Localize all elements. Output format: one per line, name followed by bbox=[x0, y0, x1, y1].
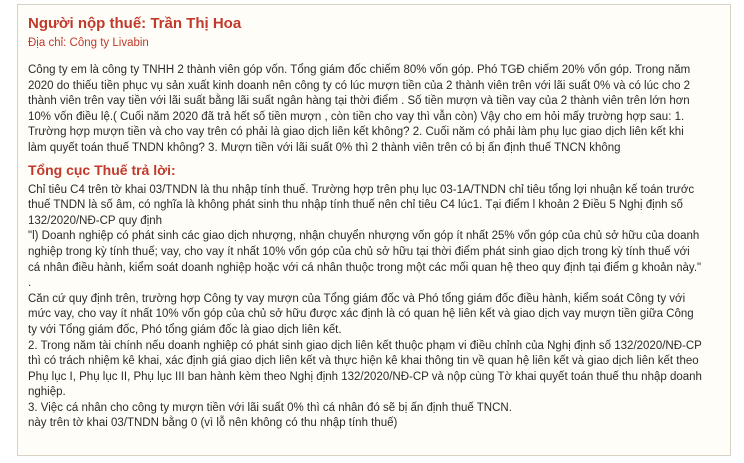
answer-line: nghiệp. bbox=[28, 386, 66, 399]
question-line: Công ty em là công ty TNHH 2 thành viên góp vốn. Tổng giám đốc chiếm 80% vốn góp. Phó TGĐ chiếm 20% vốn góp. Trong năm bbox=[28, 64, 691, 76]
answer-title: Tổng cục Thuế trả lời: bbox=[28, 161, 176, 178]
answer-line: này trên tờ khai 03/TNDN bằng 0 (vì lỗ nên không có thu nhập tính thuế) bbox=[28, 417, 398, 430]
question-body bbox=[28, 63, 720, 157]
answer-line: cá nhân điều hành, kiểm soát doanh nghiệp hoặc với cá nhân thuộc trong một các mối quan hệ theo quy định tại điểm g khoản này." bbox=[28, 261, 702, 274]
answer-line: mức vay, cho vay ít nhất 10% vốn góp của chủ sở hữu được xác định là có quan hệ liên kết và giao dịch vay mượn tiền giữa Công bbox=[28, 308, 694, 321]
answer-line: 2. Trong năm tài chính nếu doanh nghiệp có phát sinh giao dịch liên kết thuộc phạm vi điều chỉnh của Nghị định số 132/2020/NĐ-CP bbox=[28, 339, 702, 352]
answer-line: thì có trách nhiệm kê khai, xác định giá giao dịch liên kết và thực hiện kê khai thông tin về quan hệ liên kết và giao dịch liên kết theo bbox=[28, 355, 699, 368]
question-line: 10% vốn điều lệ.( Cuối năm 2020 đã trả hết số tiền mượn , còn tiền cho vay thì vẫn còn) Vậy cho em hỏi mấy trường hợp sau: 1. bbox=[28, 110, 685, 123]
qa-card bbox=[17, 4, 731, 456]
answer-line: ty với Tổng giám đốc, Phó tổng giám đốc là giao dịch liên kết. bbox=[28, 323, 342, 336]
answer-line: Căn cứ quy định trên, trường hợp Công ty vay mượn của Tổng giám đốc và Phó tổng giám đốc điều hành, kiểm soát Công ty với bbox=[28, 292, 686, 305]
answer-body bbox=[28, 183, 720, 433]
asker-name: Người nộp thuế: Trần Thị Hoa bbox=[28, 15, 242, 32]
answer-line: "l) Doanh nghiệp có phát sinh các giao dịch nhượng, nhận chuyển nhượng vốn góp ít nhất 25% vốn góp của chủ sở hữu của doanh bbox=[28, 230, 700, 243]
answer-line: 3. Việc cá nhân cho công ty mượn tiền với lãi suất 0% thì cá nhân đó sẽ bị ấn định thuế TNCN. bbox=[28, 401, 512, 414]
answer-line: 132/2020/NĐ-CP quy định bbox=[28, 214, 163, 227]
question-line: thành viên trên vay tiền với lãi suất bằng lãi suất ngân hàng tại thời điểm . Số tiền mượn và tiền vay của 2 thành viên trên lớn hơn bbox=[28, 95, 690, 108]
asker-address: Địa chỉ: Công ty Livabin bbox=[28, 37, 149, 49]
question-line: làm quyết toán thuế TNDN không? 3. Mượn tiền với lãi suất 0% thì 2 thành viên trên có bị ấn định thuế TNCN không bbox=[28, 141, 621, 154]
question-line: 2020 do thiếu tiền phục vụ sản xuất kinh doanh nên công ty có lúc mượn tiền của 2 thành viên trên với lãi suất 0% và có lúc cho 2 bbox=[28, 79, 691, 92]
answer-line: Chỉ tiêu C4 trên tờ khai 03/TNDN là thu nhập tính thuế. Trường hợp trên phụ lục 03-1A/TNDN chỉ tiêu tổng lợi nhuận kế toán trước bbox=[28, 183, 695, 196]
question-line: Trường hợp mượn tiền và cho vay trên có phải là giao dịch liên kết không? 2. Cuối năm có phải làm phụ lục giao dịch liên kết khi bbox=[28, 126, 684, 139]
answer-line: Phụ lục I, Phụ lục II, Phụ lục III ban hành kèm theo Nghị định 132/2020/NĐ-CP và nộp cùng Tờ khai quyết toán thuế thu nhập doanh bbox=[28, 370, 702, 383]
answer-line: thuế TNDN là số âm, có nghĩa là không phát sinh thu nhập tính thuế nên chỉ tiêu C4 lúc1. Tại điểm l khoản 2 Điều 5 Nghị định số bbox=[28, 199, 683, 212]
answer-dot: . bbox=[28, 277, 32, 290]
answer-line: nghiệp trong kỳ tính thuế; vay, cho vay ít nhất 10% vốn góp của chủ sở hữu tại thời điểm phát sinh giao dịch trong kỳ tính thuế với bbox=[28, 245, 690, 258]
